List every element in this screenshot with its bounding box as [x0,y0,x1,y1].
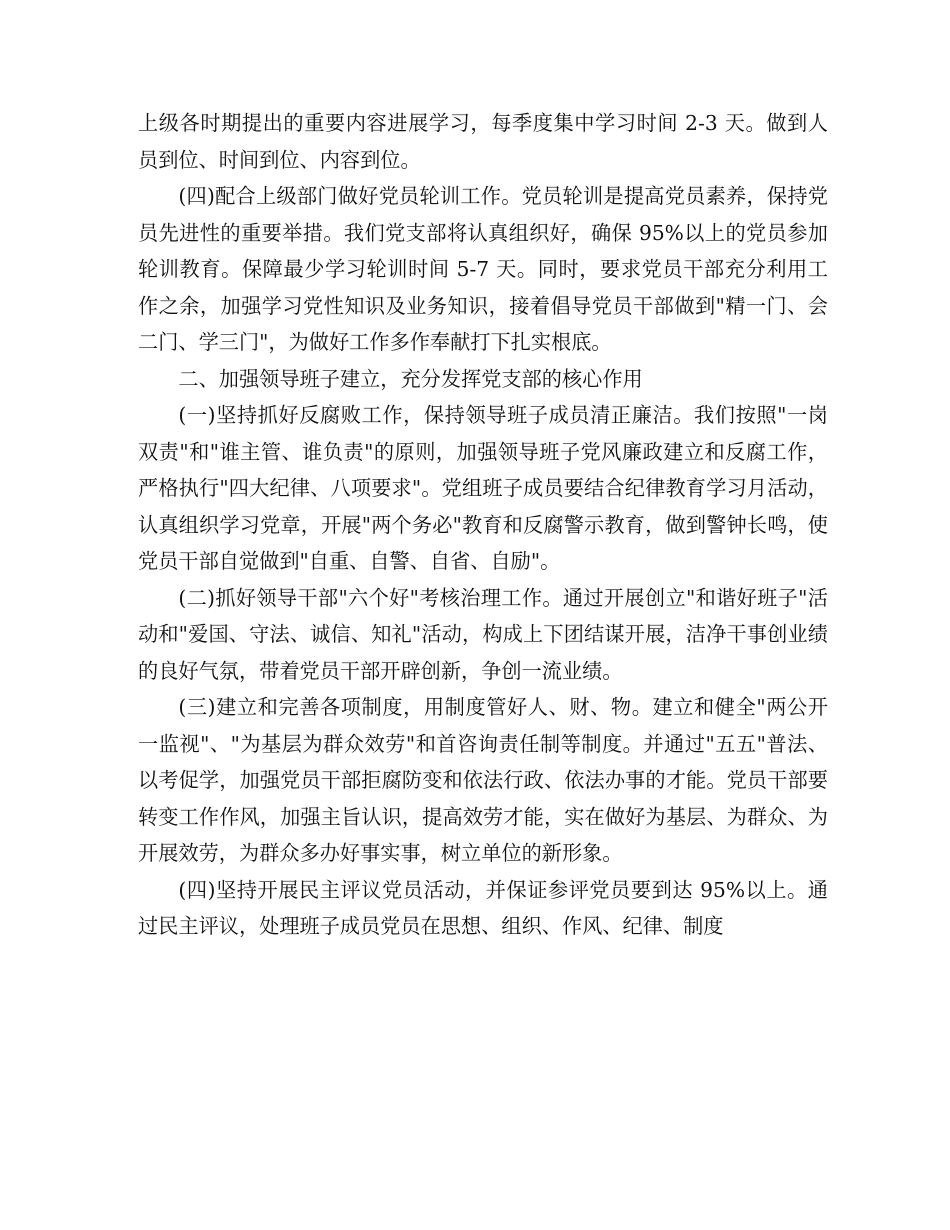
paragraph-2: (四)配合上级部门做好党员轮训工作。党员轮训是提高党员素养，保持党员先进性的重要举措。我们党支部将认真组织好，确保 95%以上的党员参加轮训教育。保障最少学习轮训时间 5-7 天。同时，要求党员干部充分利用工作之余，加强学习党性知识及业务知识，接着倡导党员干部做到"精一门、会二门、学三门"，为做好工作多作奉献打下扎实根底。 [138,184,828,354]
document-page [138,105,828,945]
paragraph-6: (三)建立和完善各项制度，用制度管好人、财、物。建立和健全"两公开一监视"、"为基层为群众效劳"和首咨询责任制等制度。并通过"五五"普法、以考促学，加强党员干部拒腐防变和依法行政、依法办事的才能。党员干部要转变工作作风，加强主旨认识，提高效劳才能，实在做好为基层、为群众、为开展效劳，为群众多办好事实事，树立单位的新形象。 [138,695,828,865]
paragraph-5: (二)抓好领导干部"六个好"考核治理工作。通过开展创立"和谐好班子"活动和"爱国、守法、诚信、知礼"活动，构成上下团结谋开展，洁净干事创业绩的良好气氛，带着党员干部开辟创新，争创一流业绩。 [138,585,828,683]
paragraph-7: (四)坚持开展民主评议党员活动，并保证参评党员要到达 95%以上。通过民主评议，处理班子成员党员在思想、组织、作风、纪律、制度 [138,877,828,938]
paragraph-1: 上级各时期提出的重要内容进展学习，每季度集中学习时间 2-3 天。做到人员到位、时间到位、内容到位。 [138,111,828,172]
paragraph-4: (一)坚持抓好反腐败工作，保持领导班子成员清正廉洁。我们按照"一岗双责"和"谁主管、谁负责"的原则，加强领导班子党风廉政建立和反腐工作，严格执行"四大纪律、八项要求"。党组班子成员要结合纪律教育学习月活动，认真组织学习党章，开展"两个务必"教育和反腐警示教育，做到警钟长鸣，使党员干部自觉做到"自重、自警、自省、自励"。 [138,403,828,573]
section-heading-2: 二、加强领导班子建立，充分发挥党支部的核心作用 [178,366,643,391]
